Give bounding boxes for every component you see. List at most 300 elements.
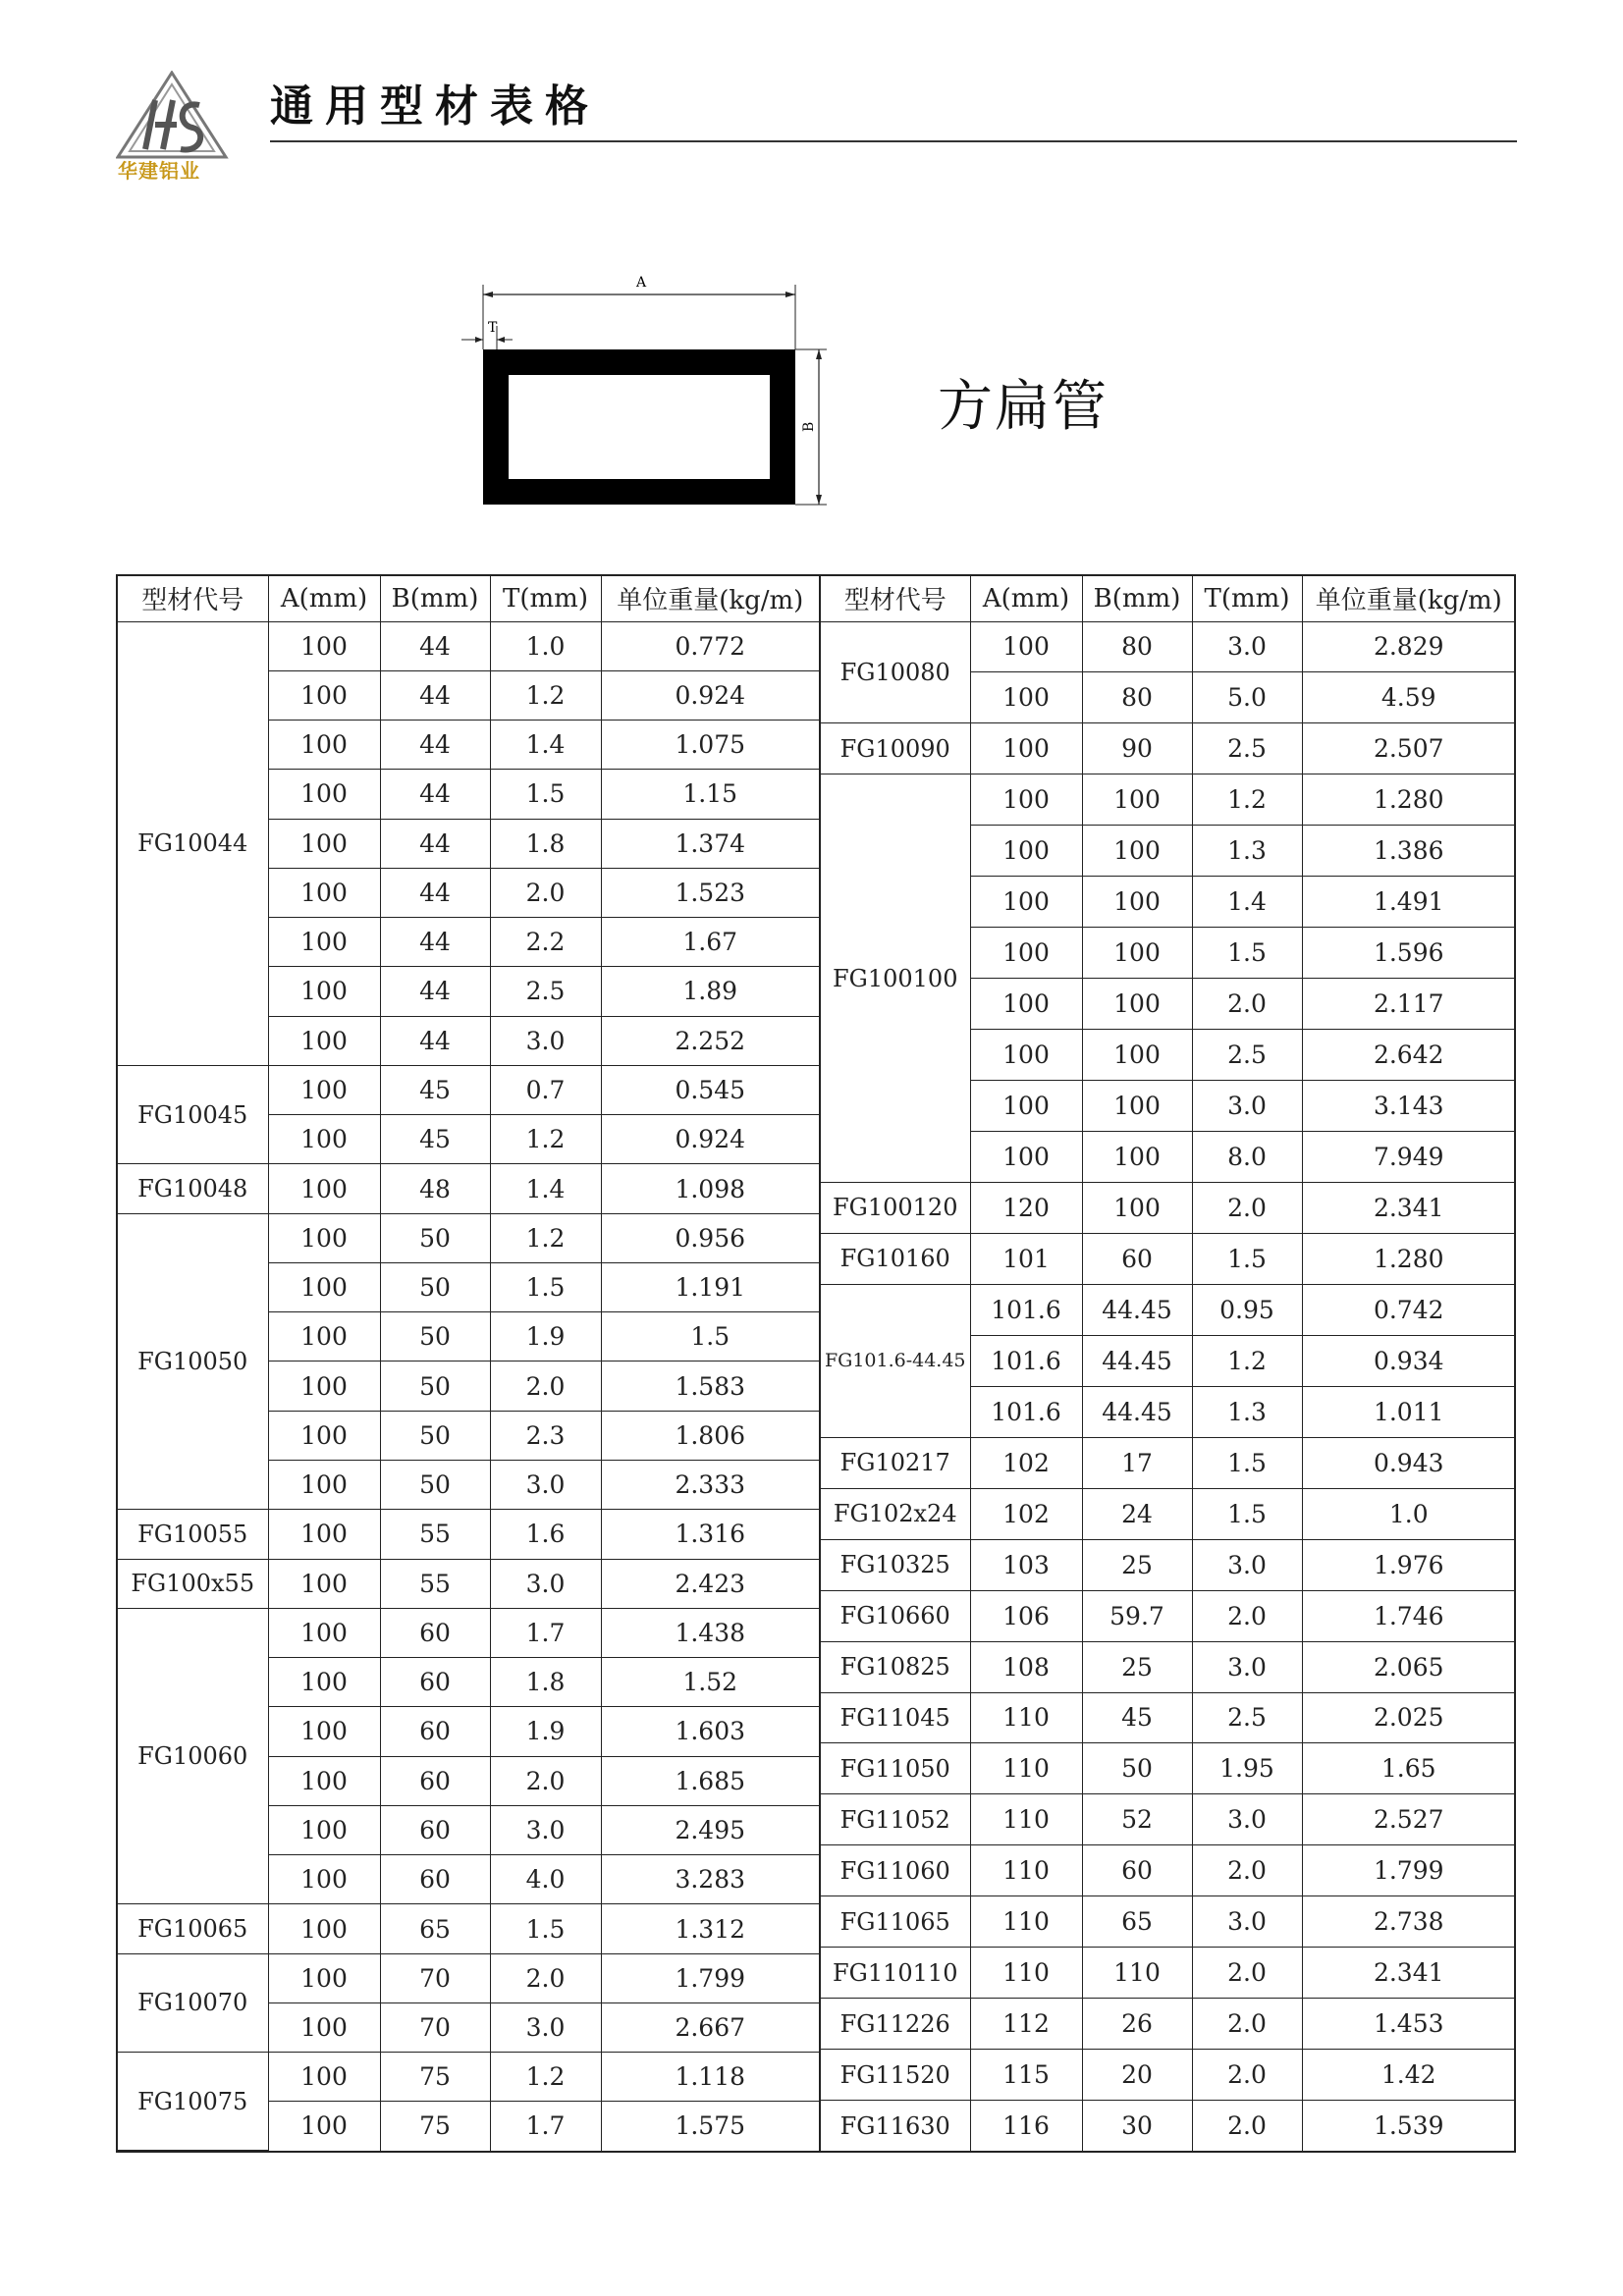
weight-cell: 1.685 [601,1756,820,1805]
t-cell: 1.5 [490,1262,601,1311]
a-cell: 101.6 [970,1335,1082,1386]
t-cell: 2.5 [1192,1030,1302,1081]
table-row [118,2053,820,2102]
model-code-cell: FG11052 [821,1794,970,1845]
table-row [821,2050,1515,2101]
t-cell: 1.2 [1192,774,1302,826]
table-row [118,1953,820,2002]
model-code-cell: FG100120 [821,1182,970,1233]
weight-cell: 1.806 [601,1411,820,1460]
a-cell: 116 [970,2101,1082,2151]
weight-cell: 2.117 [1302,979,1515,1030]
t-cell: 1.7 [490,2102,601,2151]
b-cell: 55 [380,1510,490,1559]
t-cell: 3.0 [1192,1896,1302,1948]
b-cell: 100 [1082,826,1192,877]
t-cell: 2.0 [490,1756,601,1805]
weight-cell: 2.829 [1302,621,1515,672]
b-cell: 48 [380,1164,490,1213]
model-code-cell: FG10065 [118,1904,268,1953]
a-cell: 100 [268,1805,380,1854]
t-cell: 0.95 [1192,1284,1302,1335]
model-code-cell: FG10825 [821,1641,970,1692]
weight-cell: 1.523 [601,868,820,917]
t-cell: 2.0 [490,1362,601,1411]
b-cell: 60 [380,1608,490,1657]
b-cell: 65 [380,1904,490,1953]
b-cell: 44 [380,819,490,868]
b-cell: 100 [1082,1030,1192,1081]
weight-cell: 1.52 [601,1658,820,1707]
t-cell: 1.5 [490,1904,601,1953]
t-cell: 1.4 [490,1164,601,1213]
a-cell: 101.6 [970,1284,1082,1335]
b-cell: 45 [380,1115,490,1164]
weight-cell: 1.596 [1302,928,1515,979]
column-header: 单位重量(kg/m) [601,576,820,621]
a-cell: 100 [268,1461,380,1510]
model-code-cell: FG10060 [118,1608,268,1904]
b-cell: 20 [1082,2050,1192,2101]
weight-cell: 2.667 [601,2002,820,2052]
b-cell: 26 [1082,1999,1192,2050]
t-cell: 1.5 [1192,1233,1302,1284]
b-cell: 44.45 [1082,1386,1192,1437]
t-cell: 1.9 [490,1707,601,1756]
weight-cell: 0.545 [601,1065,820,1114]
weight-cell: 3.143 [1302,1081,1515,1132]
a-cell: 100 [970,621,1082,672]
weight-cell: 2.507 [1302,723,1515,774]
weight-cell: 1.5 [601,1312,820,1362]
t-cell: 1.2 [490,670,601,720]
t-cell: 1.8 [490,819,601,868]
a-cell: 100 [268,1262,380,1311]
model-code-cell: FG110110 [821,1948,970,1999]
b-cell: 52 [1082,1794,1192,1845]
column-header: B(mm) [380,576,490,621]
a-cell: 100 [268,868,380,917]
a-cell: 110 [970,1743,1082,1794]
t-cell: 1.6 [490,1510,601,1559]
b-cell: 100 [1082,979,1192,1030]
a-cell: 100 [268,1658,380,1707]
a-cell: 110 [970,1845,1082,1896]
t-cell: 3.0 [1192,1539,1302,1590]
t-cell: 3.0 [1192,1081,1302,1132]
weight-cell: 1.075 [601,721,820,770]
weight-cell: 1.67 [601,918,820,967]
model-code-cell: FG10044 [118,621,268,1065]
a-cell: 100 [268,1213,380,1262]
table-row [118,1559,820,1608]
model-code-cell: FG10090 [821,723,970,774]
t-cell: 3.0 [1192,1641,1302,1692]
a-cell: 100 [970,826,1082,877]
spec-table-right [821,576,1515,2151]
label-b: B [801,421,817,432]
t-cell: 2.0 [1192,979,1302,1030]
a-cell: 100 [268,2002,380,2052]
weight-cell: 2.333 [601,1461,820,1510]
a-cell: 100 [970,1081,1082,1132]
weight-cell: 1.89 [601,967,820,1016]
t-cell: 1.9 [490,1312,601,1362]
t-cell: 2.0 [1192,1182,1302,1233]
weight-cell: 1.280 [1302,774,1515,826]
weight-cell: 2.341 [1302,1948,1515,1999]
table-row [118,1213,820,1262]
a-cell: 100 [268,1559,380,1608]
weight-cell: 1.316 [601,1510,820,1559]
model-code-cell: FG10048 [118,1164,268,1213]
b-cell: 45 [1082,1692,1192,1743]
model-code-cell: FG10075 [118,2053,268,2151]
b-cell: 100 [1082,1081,1192,1132]
a-cell: 100 [970,723,1082,774]
t-cell: 8.0 [1192,1132,1302,1183]
b-cell: 80 [1082,621,1192,672]
weight-cell: 1.491 [1302,877,1515,928]
model-code-cell: FG10050 [118,1213,268,1510]
product-title: 方扁管 [938,375,1109,439]
table-row [821,1845,1515,1896]
a-cell: 100 [970,877,1082,928]
weight-cell: 1.603 [601,1707,820,1756]
b-cell: 110 [1082,1948,1192,1999]
t-cell: 3.0 [490,1805,601,1854]
b-cell: 60 [380,1658,490,1707]
t-cell: 1.2 [1192,1335,1302,1386]
b-cell: 44 [380,967,490,1016]
column-header: 单位重量(kg/m) [1302,576,1515,621]
b-cell: 100 [1082,774,1192,826]
model-code-cell: FG10217 [821,1437,970,1488]
t-cell: 1.5 [1192,1437,1302,1488]
weight-cell: 4.59 [1302,672,1515,723]
a-cell: 100 [268,621,380,670]
b-cell: 60 [1082,1233,1192,1284]
a-cell: 110 [970,1948,1082,1999]
weight-cell: 1.386 [1302,826,1515,877]
b-cell: 100 [1082,1182,1192,1233]
a-cell: 100 [268,670,380,720]
weight-cell: 2.738 [1302,1896,1515,1948]
logo-text: 华建铝业 [118,159,200,183]
t-cell: 1.5 [1192,928,1302,979]
b-cell: 75 [380,2102,490,2151]
table-row [821,774,1515,826]
b-cell: 60 [380,1707,490,1756]
table-row [118,1164,820,1213]
weight-cell: 1.15 [601,770,820,819]
t-cell: 2.0 [1192,1845,1302,1896]
b-cell: 100 [1082,1132,1192,1183]
weight-cell: 2.025 [1302,1692,1515,1743]
a-cell: 100 [970,774,1082,826]
t-cell: 2.5 [490,967,601,1016]
b-cell: 60 [380,1756,490,1805]
model-code-cell: FG11520 [821,2050,970,2101]
a-cell: 100 [268,721,380,770]
table-row [118,1904,820,1953]
t-cell: 2.0 [1192,1999,1302,2050]
b-cell: 50 [380,1461,490,1510]
t-cell: 2.0 [490,868,601,917]
b-cell: 90 [1082,723,1192,774]
b-cell: 44 [380,721,490,770]
model-code-cell: FG11045 [821,1692,970,1743]
b-cell: 60 [1082,1845,1192,1896]
table-row [821,1182,1515,1233]
weight-cell: 1.583 [601,1362,820,1411]
b-cell: 50 [1082,1743,1192,1794]
model-code-cell: FG10080 [821,621,970,723]
a-cell: 102 [970,1488,1082,1539]
b-cell: 50 [380,1262,490,1311]
t-cell: 1.3 [1192,826,1302,877]
model-code-cell: FG10160 [821,1233,970,1284]
weight-cell: 1.453 [1302,1999,1515,2050]
b-cell: 30 [1082,2101,1192,2151]
table-row [821,1284,1515,1335]
a-cell: 115 [970,2050,1082,2101]
a-cell: 100 [268,1362,380,1411]
weight-cell: 1.191 [601,1262,820,1311]
model-code-cell: FG101.6-44.45 [821,1284,970,1437]
table-row [821,1233,1515,1284]
t-cell: 1.2 [490,2053,601,2102]
table-row [821,1999,1515,2050]
table-row [118,621,820,670]
a-cell: 100 [268,819,380,868]
b-cell: 60 [380,1855,490,1904]
t-cell: 1.4 [1192,877,1302,928]
b-cell: 55 [380,1559,490,1608]
t-cell: 2.3 [490,1411,601,1460]
weight-cell: 0.924 [601,1115,820,1164]
b-cell: 100 [1082,877,1192,928]
b-cell: 44 [380,670,490,720]
table-body-left [118,621,820,2151]
a-cell: 100 [268,2053,380,2102]
t-cell: 3.0 [490,1016,601,1065]
b-cell: 25 [1082,1641,1192,1692]
b-cell: 50 [380,1213,490,1262]
a-cell: 106 [970,1590,1082,1641]
a-cell: 108 [970,1641,1082,1692]
b-cell: 44.45 [1082,1335,1192,1386]
model-code-cell: FG10325 [821,1539,970,1590]
column-header: A(mm) [970,576,1082,621]
weight-cell: 1.118 [601,2053,820,2102]
t-cell: 1.95 [1192,1743,1302,1794]
weight-cell: 1.799 [1302,1845,1515,1896]
b-cell: 70 [380,2002,490,2052]
b-cell: 50 [380,1411,490,1460]
label-a: A [636,275,647,291]
a-cell: 110 [970,1896,1082,1948]
weight-cell: 1.0 [1302,1488,1515,1539]
weight-cell: 2.527 [1302,1794,1515,1845]
model-code-cell: FG11060 [821,1845,970,1896]
tube-inner [509,375,770,479]
profile-diagram [461,265,854,520]
a-cell: 100 [268,1411,380,1460]
table-row [821,1539,1515,1590]
weight-cell: 0.924 [601,670,820,720]
weight-cell: 1.312 [601,1904,820,1953]
t-cell: 1.5 [1192,1488,1302,1539]
a-cell: 100 [268,1016,380,1065]
weight-cell: 1.799 [601,1953,820,2002]
model-code-cell: FG10055 [118,1510,268,1559]
column-header: T(mm) [490,576,601,621]
t-cell: 2.5 [1192,1692,1302,1743]
a-cell: 100 [268,1608,380,1657]
a-cell: 112 [970,1999,1082,2050]
a-cell: 100 [268,1065,380,1114]
weight-cell: 2.495 [601,1805,820,1854]
model-code-cell: FG100100 [821,774,970,1183]
t-cell: 1.7 [490,1608,601,1657]
table-row [118,1510,820,1559]
column-header: A(mm) [268,576,380,621]
page-title: 通用型材表格 [270,81,600,132]
a-cell: 103 [970,1539,1082,1590]
a-cell: 100 [268,1756,380,1805]
table-row [821,723,1515,774]
a-cell: 102 [970,1437,1082,1488]
t-cell: 2.2 [490,918,601,967]
weight-cell: 0.943 [1302,1437,1515,1488]
weight-cell: 2.642 [1302,1030,1515,1081]
t-cell: 1.5 [490,770,601,819]
weight-cell: 7.949 [1302,1132,1515,1183]
t-cell: 5.0 [1192,672,1302,723]
b-cell: 60 [380,1805,490,1854]
a-cell: 100 [970,1132,1082,1183]
table-row [821,1948,1515,1999]
table-body-right [821,621,1515,2151]
t-cell: 3.0 [490,1559,601,1608]
t-cell: 1.3 [1192,1386,1302,1437]
t-cell: 2.0 [1192,2101,1302,2151]
weight-cell: 1.280 [1302,1233,1515,1284]
weight-cell: 1.539 [1302,2101,1515,2151]
b-cell: 44 [380,770,490,819]
a-cell: 100 [970,1030,1082,1081]
label-t: T [488,320,498,336]
spec-table-left [118,576,821,2151]
b-cell: 24 [1082,1488,1192,1539]
b-cell: 100 [1082,928,1192,979]
weight-cell: 0.956 [601,1213,820,1262]
b-cell: 44 [380,1016,490,1065]
table-row [118,1065,820,1114]
a-cell: 100 [268,1707,380,1756]
weight-cell: 1.374 [601,819,820,868]
model-code-cell: FG10660 [821,1590,970,1641]
t-cell: 3.0 [1192,1794,1302,1845]
t-cell: 1.2 [490,1213,601,1262]
spec-tables [116,574,1516,2153]
t-cell: 3.0 [490,1461,601,1510]
a-cell: 100 [268,1164,380,1213]
t-cell: 1.8 [490,1658,601,1707]
column-header: 型材代号 [821,576,970,621]
weight-cell: 1.438 [601,1608,820,1657]
t-cell: 3.0 [1192,621,1302,672]
t-cell: 1.2 [490,1115,601,1164]
table-row [821,1692,1515,1743]
table-header-row [821,576,1515,621]
table-row [821,1896,1515,1948]
weight-cell: 1.65 [1302,1743,1515,1794]
b-cell: 17 [1082,1437,1192,1488]
column-header: 型材代号 [118,576,268,621]
a-cell: 100 [970,979,1082,1030]
header-divider [270,140,1517,142]
t-cell: 2.5 [1192,723,1302,774]
b-cell: 44 [380,868,490,917]
table-row [821,1590,1515,1641]
table-row [821,1488,1515,1539]
b-cell: 59.7 [1082,1590,1192,1641]
weight-cell: 2.341 [1302,1182,1515,1233]
weight-cell: 1.746 [1302,1590,1515,1641]
b-cell: 50 [380,1362,490,1411]
t-cell: 2.0 [1192,2050,1302,2101]
column-header: B(mm) [1082,576,1192,621]
table-header-row [118,576,820,621]
b-cell: 45 [380,1065,490,1114]
b-cell: 75 [380,2053,490,2102]
table-row [821,1437,1515,1488]
model-code-cell: FG11630 [821,2101,970,2151]
a-cell: 100 [268,918,380,967]
a-cell: 100 [268,1312,380,1362]
weight-cell: 1.098 [601,1164,820,1213]
a-cell: 100 [268,2102,380,2151]
b-cell: 25 [1082,1539,1192,1590]
weight-cell: 1.011 [1302,1386,1515,1437]
a-cell: 100 [268,1855,380,1904]
model-code-cell: FG11065 [821,1896,970,1948]
t-cell: 1.4 [490,721,601,770]
weight-cell: 1.575 [601,2102,820,2151]
table-row [821,2101,1515,2151]
table-row [821,1743,1515,1794]
a-cell: 100 [268,967,380,1016]
a-cell: 100 [268,1115,380,1164]
column-header: T(mm) [1192,576,1302,621]
a-cell: 101 [970,1233,1082,1284]
table-row [821,621,1515,672]
t-cell: 2.0 [490,1953,601,2002]
t-cell: 0.7 [490,1065,601,1114]
a-cell: 100 [268,1953,380,2002]
b-cell: 50 [380,1312,490,1362]
weight-cell: 2.065 [1302,1641,1515,1692]
model-code-cell: FG11050 [821,1743,970,1794]
b-cell: 44 [380,918,490,967]
model-code-cell: FG10070 [118,1953,268,2053]
weight-cell: 2.423 [601,1559,820,1608]
a-cell: 100 [268,770,380,819]
t-cell: 2.0 [1192,1590,1302,1641]
weight-cell: 3.283 [601,1855,820,1904]
